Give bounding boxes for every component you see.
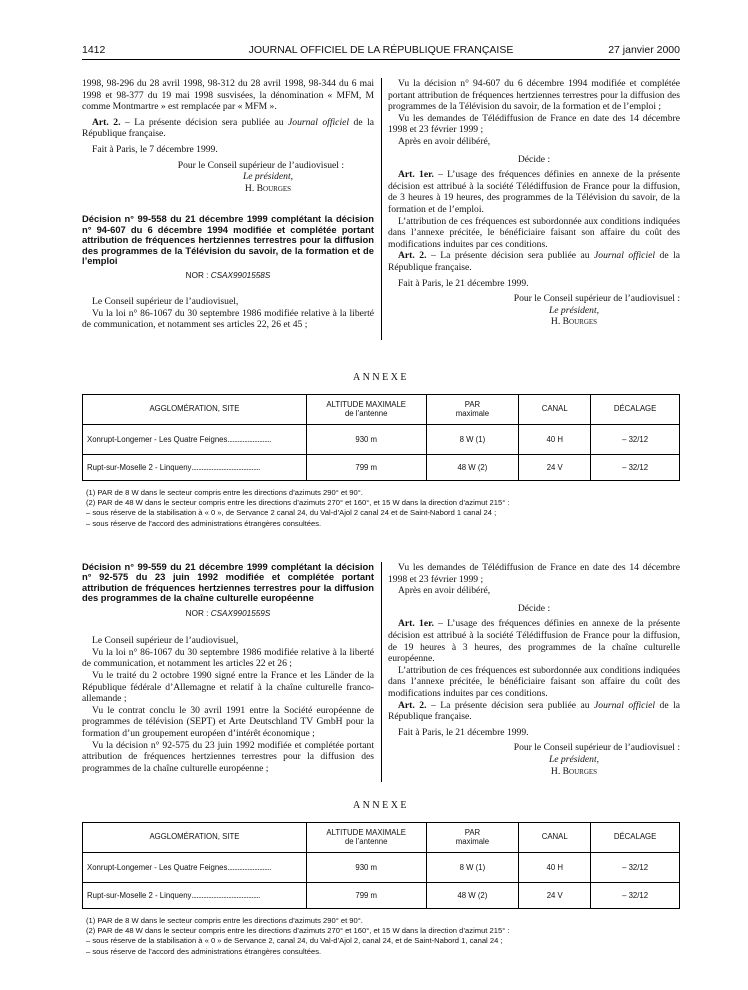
paragraph: Vu les demandes de Télédiffusion de France en date des 14 décembre 1998 et 23 février 1999 ; (388, 562, 680, 585)
note: – sous réserve de la stabilisation à « 0 », de Servance 2 canal 24, du Val-d’Ajol 2 canal 24 et de Saint-Nabord 1 canal 24 ; (86, 508, 497, 518)
column-header: DÉCALAGE (591, 823, 680, 853)
note: (2) PAR de 48 W dans le secteur compris entre les directions d’azimuts 270° et 160°, et 15 W dans la direction d’azimut 215° : (86, 498, 510, 508)
note: (1) PAR de 8 W dans le secteur compris entre les directions d’azimuts 290° et 90°. (86, 916, 363, 925)
column-header: AGGLOMÉRATION, SITE (83, 395, 307, 425)
paragraph: Après en avoir délibéré, (398, 585, 491, 597)
bottom-left-column (82, 562, 374, 774)
page-header (82, 44, 680, 58)
signature-intro: Pour le Conseil supérieur de l’audiovisuel : (513, 293, 680, 305)
decide: Décide : (517, 602, 551, 614)
paragraph: Le Conseil supérieur de l’audiovisuel, (92, 635, 239, 647)
paragraph: Vu la loi n° 86-1067 du 30 septembre 1986 modifiée relative à la liberté de communication, et notamment ses articles 22, 26 et 45 ; (82, 307, 374, 331)
table-header-row (83, 395, 680, 425)
paragraph: Vu le contrat conclu le 30 avril 1991 entre la Société européenne de programmes de télévision (SEPT) et Arte Deutschland TV GmbH pour la formation d’un groupement européen d’intérêt économique ; (82, 704, 374, 739)
signature-name: H. Bourges (550, 316, 598, 328)
paragraph: Vu le traité du 2 octobre 1990 signé entre la France et les Länder de la République fédérale d’Allemagne et relatif à la chaîne culturelle franco-allemande ; (82, 670, 374, 705)
altitude-cell: 930 m (306, 425, 426, 455)
annexe-title: ANNEXE (352, 800, 410, 811)
top-left-column (82, 78, 374, 331)
article-2: Art. 2. – La présente décision sera publiée au Journal officiel de la République française. (388, 699, 681, 723)
decalage-cell: – 32/12 (591, 455, 680, 481)
paragraph: Vu la décision n° 92-575 du 23 juin 1992 modifiée et complétée portant attribution de fréquences hertziennes terrestres pour la diffusion des programmes de la chaîne culturelle européenne ; (82, 739, 374, 774)
paragraph: Vu la loi n° 86-1067 du 30 septembre 1986 modifiée relative à la liberté de communication, et notamment les articles 22 et 26 ; (82, 646, 374, 670)
altitude-cell: 930 m (306, 853, 426, 883)
signature-title: Le président, (242, 171, 294, 183)
annexe-table (82, 822, 680, 909)
header-rule (82, 59, 680, 60)
note: (1) PAR de 8 W dans le secteur compris entre les directions d’azimuts 290° et 90°. (86, 488, 363, 497)
column-header: DÉCALAGE (591, 395, 680, 425)
nor-reference: NOR : CSAX9901558S (185, 271, 271, 281)
paragraph: 1998, 98-296 du 28 avril 1998, 98-312 du 28 avril 1998, 98-344 du 6 mai 1998 et 98-377 du 19 mai 1998 susvisées, la dénomination « MFM, M comme Montmartre » est remplacée par « MFM ». (82, 78, 374, 113)
column-header: CANAL (519, 823, 591, 853)
table-header-row (83, 823, 680, 853)
note: – sous réserve de l’accord des administrations étrangères consultées. (86, 946, 322, 956)
column-divider (381, 78, 382, 340)
paragraph: Le Conseil supérieur de l’audiovisuel, (92, 295, 239, 307)
signature-title: Le président, (548, 304, 600, 316)
bottom-right-column (388, 562, 680, 777)
table-row (83, 853, 680, 883)
canal-cell: 24 V (519, 883, 591, 909)
decalage-cell: – 32/12 (591, 853, 680, 883)
paragraph: L’attribution de ces fréquences est subordonnée aux conditions indiquées dans l’annexe précitée, le bénéficiaire faisant son affaire du coût des modifications induites par ces conditions. (388, 664, 680, 699)
article-1: Art. 1er. – L’usage des fréquences définies en annexe de la présente décision est attribué à la société Télédiffusion de France pour la diffusion, de 3 heures à 19 heures, des programmes de la Télévision du savoir, de la formation et de l’emploi. (388, 169, 680, 215)
fait-a-paris: Fait à Paris, le 21 décembre 1999. (398, 277, 529, 289)
issue-date: 27 janvier 2000 (608, 44, 680, 56)
decalage-cell: – 32/12 (591, 425, 680, 455)
signature-intro: Pour le Conseil supérieur de l’audiovisuel : (177, 159, 344, 171)
par-cell: 48 W (2) (426, 455, 519, 481)
article-2: Art. 2. – La présente décision sera publiée au Journal officiel de la République française. (82, 116, 375, 140)
note: – sous réserve de la stabilisation à « 0 » de Servance 2, canal 24, du Val-d’Ajol 2, canal 24, et de Saint-Nabord 1, canal 24 ; (86, 936, 503, 946)
journal-title: JOURNAL OFFICIEL DE LA RÉPUBLIQUE FRANÇAISE (248, 44, 514, 56)
column-header: ALTITUDE MAXIMALE de l’antenne (306, 823, 426, 853)
signature-name: H. Bourges (244, 182, 292, 194)
site-cell: Rupt-sur-Moselle 2 - Linqueny......................................... (83, 883, 307, 909)
note: – sous réserve de l’accord des administrations étrangères consultées. (86, 518, 322, 528)
signature-name: H. Bourges (550, 765, 598, 777)
decalage-cell: – 32/12 (591, 883, 680, 909)
paragraph: Après en avoir délibéré, (398, 135, 491, 147)
decision-title: Décision n° 99-559 du 21 décembre 1999 complétant la décision n° 92-575 du 23 juin 1992 modifiée et complétée portant attribution de fréquences hertziennes terrestres pour la diffusion des programmes de la chaîne culturelle européenne (82, 561, 374, 604)
par-cell: 48 W (2) (426, 883, 519, 909)
column-header: AGGLOMÉRATION, SITE (83, 823, 307, 853)
column-header: CANAL (519, 395, 591, 425)
table-row (83, 455, 680, 481)
canal-cell: 40 H (519, 425, 591, 455)
signature-title: Le président, (548, 753, 600, 765)
paragraph: Vu la décision n° 94-607 du 6 décembre 1994 modifiée et complétée portant attribution de fréquences hertziennes terrestres pour la diffusion des programmes de la Télévision du savoir, de la formation et de l’emploi ; (388, 78, 680, 113)
altitude-cell: 799 m (306, 455, 426, 481)
nor-reference: NOR : CSAX9901559S (185, 608, 271, 618)
note: (2) PAR de 48 W dans le secteur compris entre les directions d’azimuts 270° et 160°, et 15 W dans la direction d’azimut 215° : (86, 926, 510, 936)
site-cell: Xonrupt-Longemer - Les Quatre Feignes.......................... (83, 853, 307, 883)
annexe-notes (86, 488, 680, 529)
site-cell: Rupt-sur-Moselle 2 - Linqueny......................................... (83, 455, 307, 481)
annexe-notes (86, 916, 680, 957)
article-1: Art. 1er. – L’usage des fréquences définies en annexe de la présente décision est attribué à la société Télédiffusion de France pour la diffusion, de 19 heures à 3 heures, des programmes de la chaîne culturelle européenne. (388, 618, 680, 665)
signature-intro: Pour le Conseil supérieur de l’audiovisuel : (513, 742, 680, 754)
column-divider (381, 562, 382, 782)
decision-title: Décision n° 99-558 du 21 décembre 1999 complétant la décision n° 94-607 du 6 décembre 1994 modifiée et complétée portant attribution de fréquences hertziennes terrestres pour la diffusion des programmes de la Télévision du savoir, de la formation et de l’emploi (82, 213, 374, 266)
fait-a-paris: Fait à Paris, le 7 décembre 1999. (92, 143, 218, 155)
annexe-title: ANNEXE (352, 372, 410, 383)
column-header: PAR maximale (426, 823, 519, 853)
column-header: PAR maximale (426, 395, 519, 425)
fait-a-paris: Fait à Paris, le 21 décembre 1999. (398, 726, 529, 738)
table-row (83, 425, 680, 455)
canal-cell: 40 H (519, 853, 591, 883)
top-right-column (388, 78, 680, 328)
page-number: 1412 (82, 44, 106, 56)
article-2: Art. 2. – La présente décision sera publiée au Journal officiel de la République française. (388, 250, 681, 273)
table-row (83, 883, 680, 909)
decide: Décide : (517, 153, 551, 165)
paragraph: L’attribution de ces fréquences est subordonnée aux conditions indiquées dans l’annexe précitée, le bénéficiaire faisant son affaire du coût des modifications induites par ces conditions. (388, 215, 680, 250)
altitude-cell: 799 m (306, 883, 426, 909)
canal-cell: 24 V (519, 455, 591, 481)
site-cell: Xonrupt-Longemer - Les Quatre Feignes.......................... (83, 425, 307, 455)
annexe-table (82, 394, 680, 481)
paragraph: Vu les demandes de Télédiffusion de France en date des 14 décembre 1998 et 23 février 1999 ; (388, 112, 680, 136)
par-cell: 8 W (1) (426, 853, 519, 883)
column-header: ALTITUDE MAXIMALE de l’antenne (306, 395, 426, 425)
par-cell: 8 W (1) (426, 425, 519, 455)
